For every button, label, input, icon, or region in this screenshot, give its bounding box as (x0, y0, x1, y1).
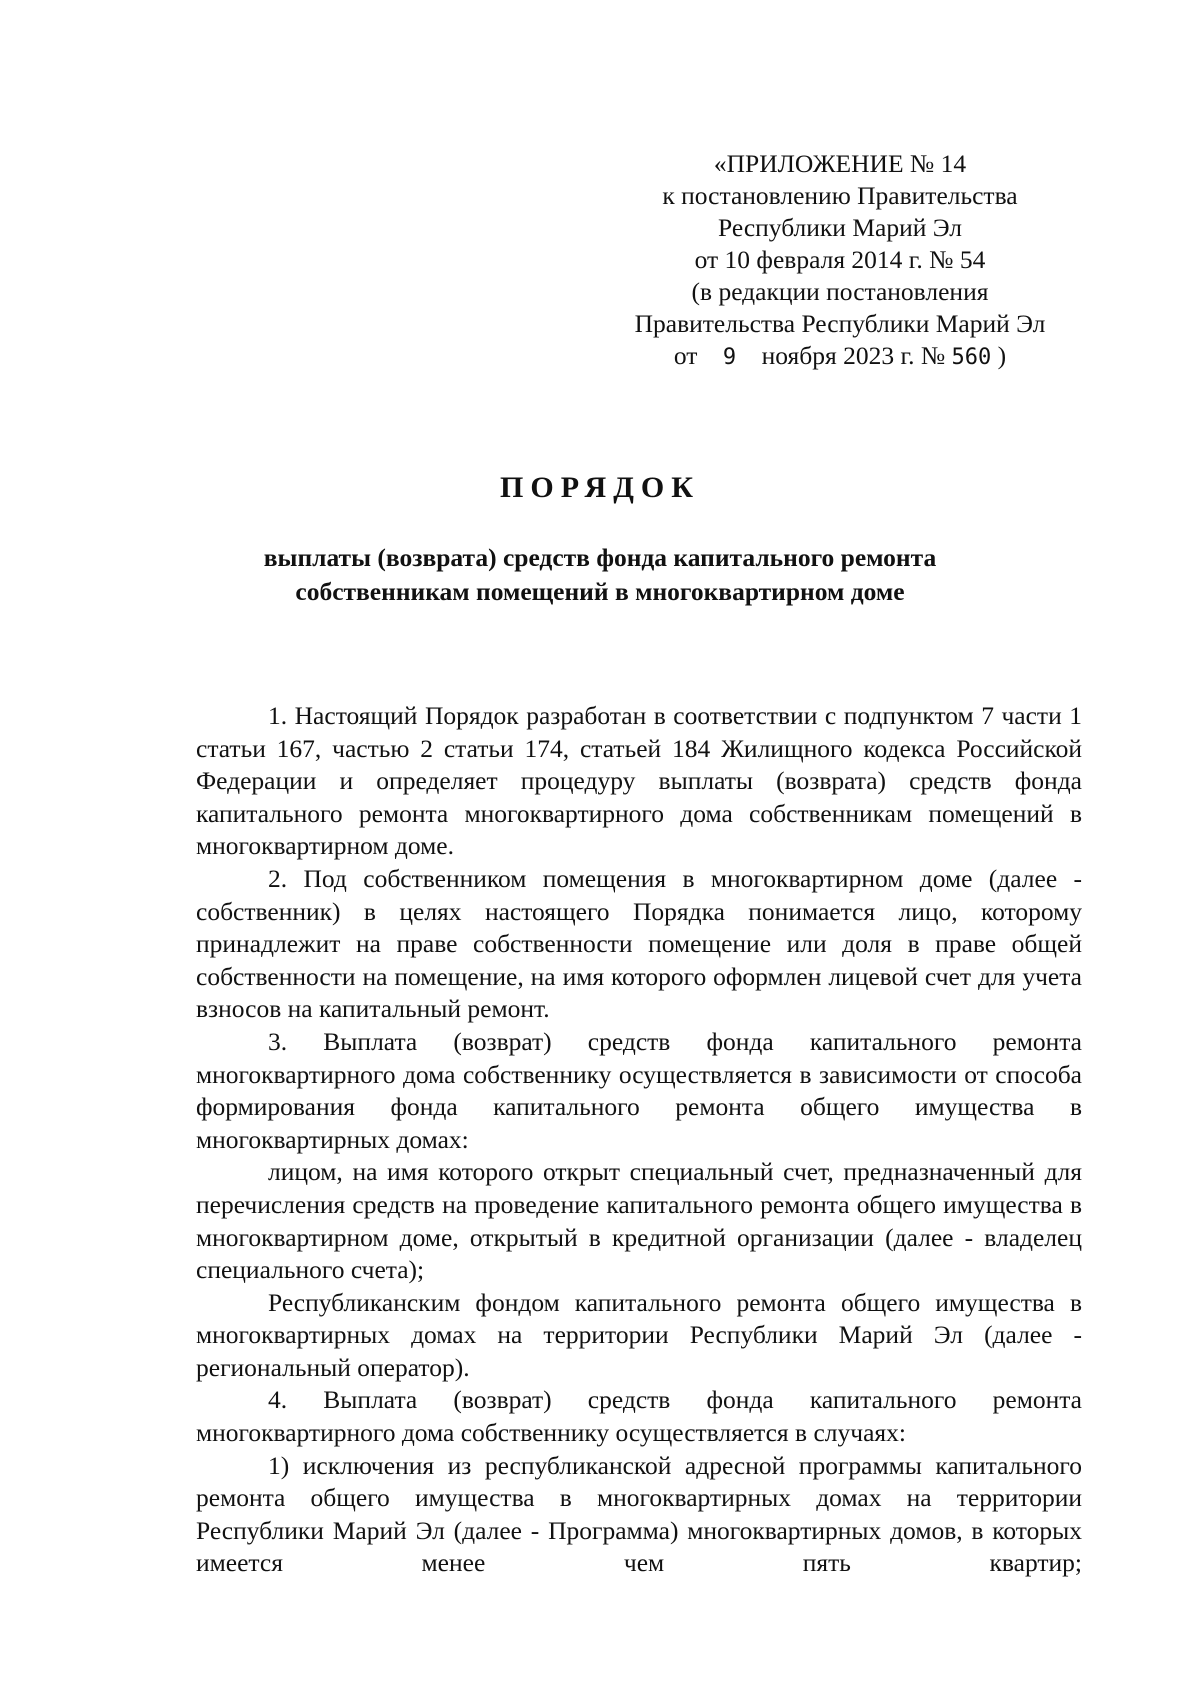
document-subtitle (0, 541, 1200, 609)
document-body (196, 700, 1082, 1580)
edition-date-prefix: от (673, 341, 698, 370)
appendix-edition-note: (в редакции постановления (691, 277, 989, 306)
edition-date-middle: ноября 2023 г. № (761, 341, 946, 370)
appendix-header (615, 148, 1065, 374)
paragraph-4: 4. Выплата (возврат) средств фонда капитального ремонта многоквартирного дома собственнику осуществляется в случаях: (196, 1385, 1082, 1448)
paragraph-2: 2. Под собственником помещения в многоквартирном доме (далее - собственник) в целях настоящего Порядка понимается лицо, которому принадлежит на праве собственности помещение или доля в праве общей собственности на помещение, на имя которого оформлен лицевой счет для учета взносов на капитальный ремонт. (196, 863, 1082, 1024)
paragraph-3: 3. Выплата (возврат) средств фонда капитального ремонта многоквартирного дома собственнику осуществляется в зависимости от способа формирования фонда капитального ремонта общего имущества в многоквартирных домах: (196, 1026, 1082, 1154)
document-title: ПОРЯДОК (500, 471, 700, 504)
appendix-edition-date (615, 340, 1065, 374)
appendix-original-date: от 10 февраля 2014 г. № 54 (694, 245, 986, 274)
paragraph-4-item-1: 1) исключения из республиканской адресной программы капитального ремонта общего имущества в многоквартирных домах на территории Республики Марий Эл (далее - Программа) многоквартирных домов, в которых имеется менее чем пять квартир; (196, 1450, 1082, 1578)
paragraph-3-item-special-account: лицом, на имя которого открыт специальный счет, предназначенный для перечисления средств на проведение капитального ремонта общего имущества в многоквартирном доме, открытый в кредитной организации (далее - владелец специального счета); (196, 1157, 1082, 1285)
subtitle-line-2: собственникам помещений в многоквартирном доме (295, 577, 905, 606)
appendix-republic: Республики Марий Эл (718, 213, 962, 242)
edition-number: 560 (951, 345, 992, 370)
edition-date-suffix: ) (997, 341, 1007, 370)
subtitle-line-1: выплаты (возврата) средств фонда капитального ремонта (263, 543, 937, 572)
paragraph-3-item-regional-operator: Республиканским фондом капитального ремонта общего имущества в многоквартирных домах на территории Республики Марий Эл (далее - региональный оператор). (196, 1287, 1082, 1382)
paragraph-1: 1. Настоящий Порядок разработан в соответствии с подпунктом 7 части 1 статьи 167, частью 2 статьи 174, статьей 184 Жилищного кодекса Российской Федерации и определяет процедуру выплаты (возврата) средств фонда капитального ремонта многоквартирного дома собственникам помещений в многоквартирном доме. (196, 701, 1082, 861)
appendix-number: «ПРИЛОЖЕНИЕ № 14 (713, 149, 967, 178)
edition-day: 9 (722, 345, 737, 370)
appendix-reference: к постановлению Правительства (662, 181, 1018, 210)
appendix-government: Правительства Республики Марий Эл (634, 309, 1046, 338)
